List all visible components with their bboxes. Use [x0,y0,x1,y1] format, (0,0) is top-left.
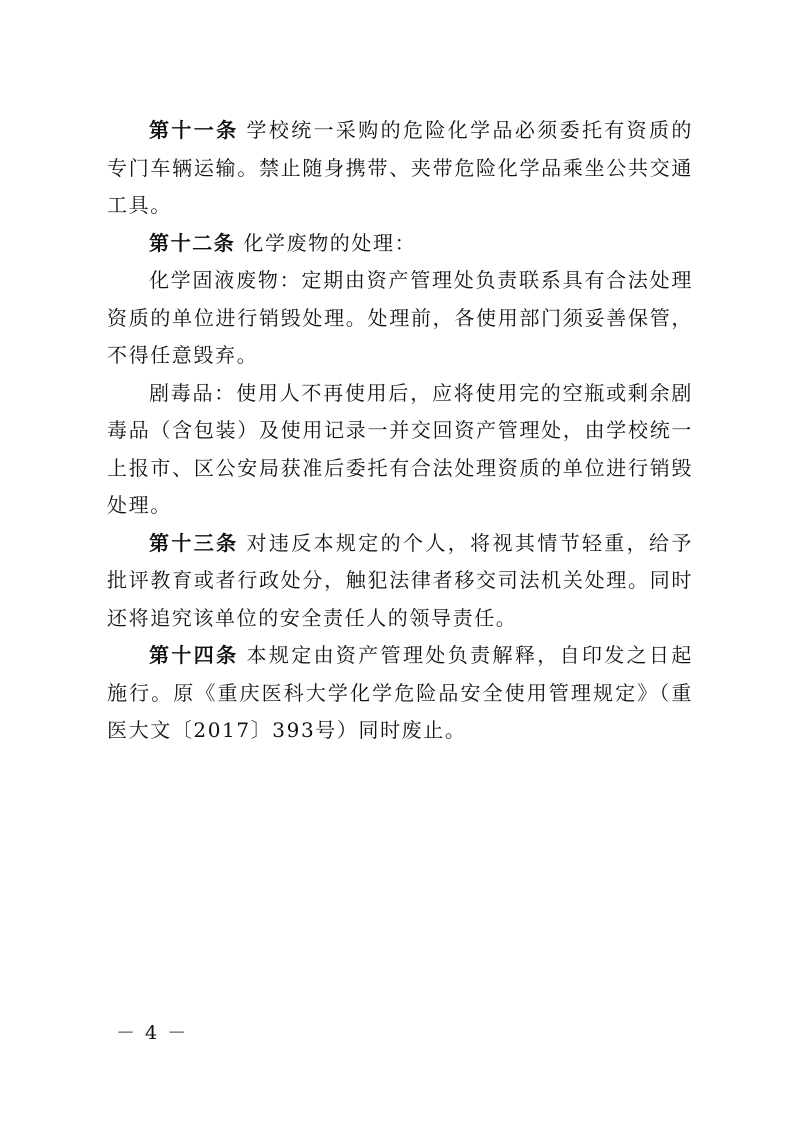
page-number: － 4 － [116,1022,189,1044]
article-12-paragraph [107,225,693,263]
article-11-heading: 第十一条 [149,118,239,142]
article-14-text: 本规定由资产管理处负责解释，自印发之日起施行。原《重庆医科大学化学危险品安全使用管理规定》（重医大文〔2017〕393号）同时废止。 [107,643,694,742]
article-14-heading: 第十四条 [149,643,239,667]
chemical-waste-text: 化学固液废物：定期由资产管理处负责联系具有合法处理资质的单位进行销毁处理。处理前，各使用部门须妥善保管，不得任意毁弃。 [107,268,693,367]
article-13-heading: 第十三条 [149,530,239,555]
article-13-text: 对违反本规定的个人，将视其情节轻重，给予批评教育或者行政处分，触犯法律者移交司法机关处理。同时还将追究该单位的安全责任人的领导责任。 [107,530,694,630]
document-body [107,112,693,750]
article-12-heading: 第十二条 [149,230,236,255]
article-11-text: 学校统一采购的危险化学品必须委托有资质的专门车辆运输。禁止随身携带、夹带危险化学品乘坐公共交通工具。 [107,118,694,217]
toxic-substance-text: 剧毒品：使用人不再使用后，应将使用完的空瓶或剩余剧毒品（含包装）及使用记录一并交回资产管理处，由学校统一上报市、区公安局获准后委托有合法处理资质的单位进行销毁处理。 [107,380,693,517]
article-11-paragraph [107,112,693,225]
toxic-substance-paragraph [107,375,693,525]
article-13-paragraph [107,525,693,638]
article-12-text: 化学废物的处理： [243,230,417,255]
chemical-waste-paragraph [107,262,693,375]
article-14-paragraph [107,637,693,750]
